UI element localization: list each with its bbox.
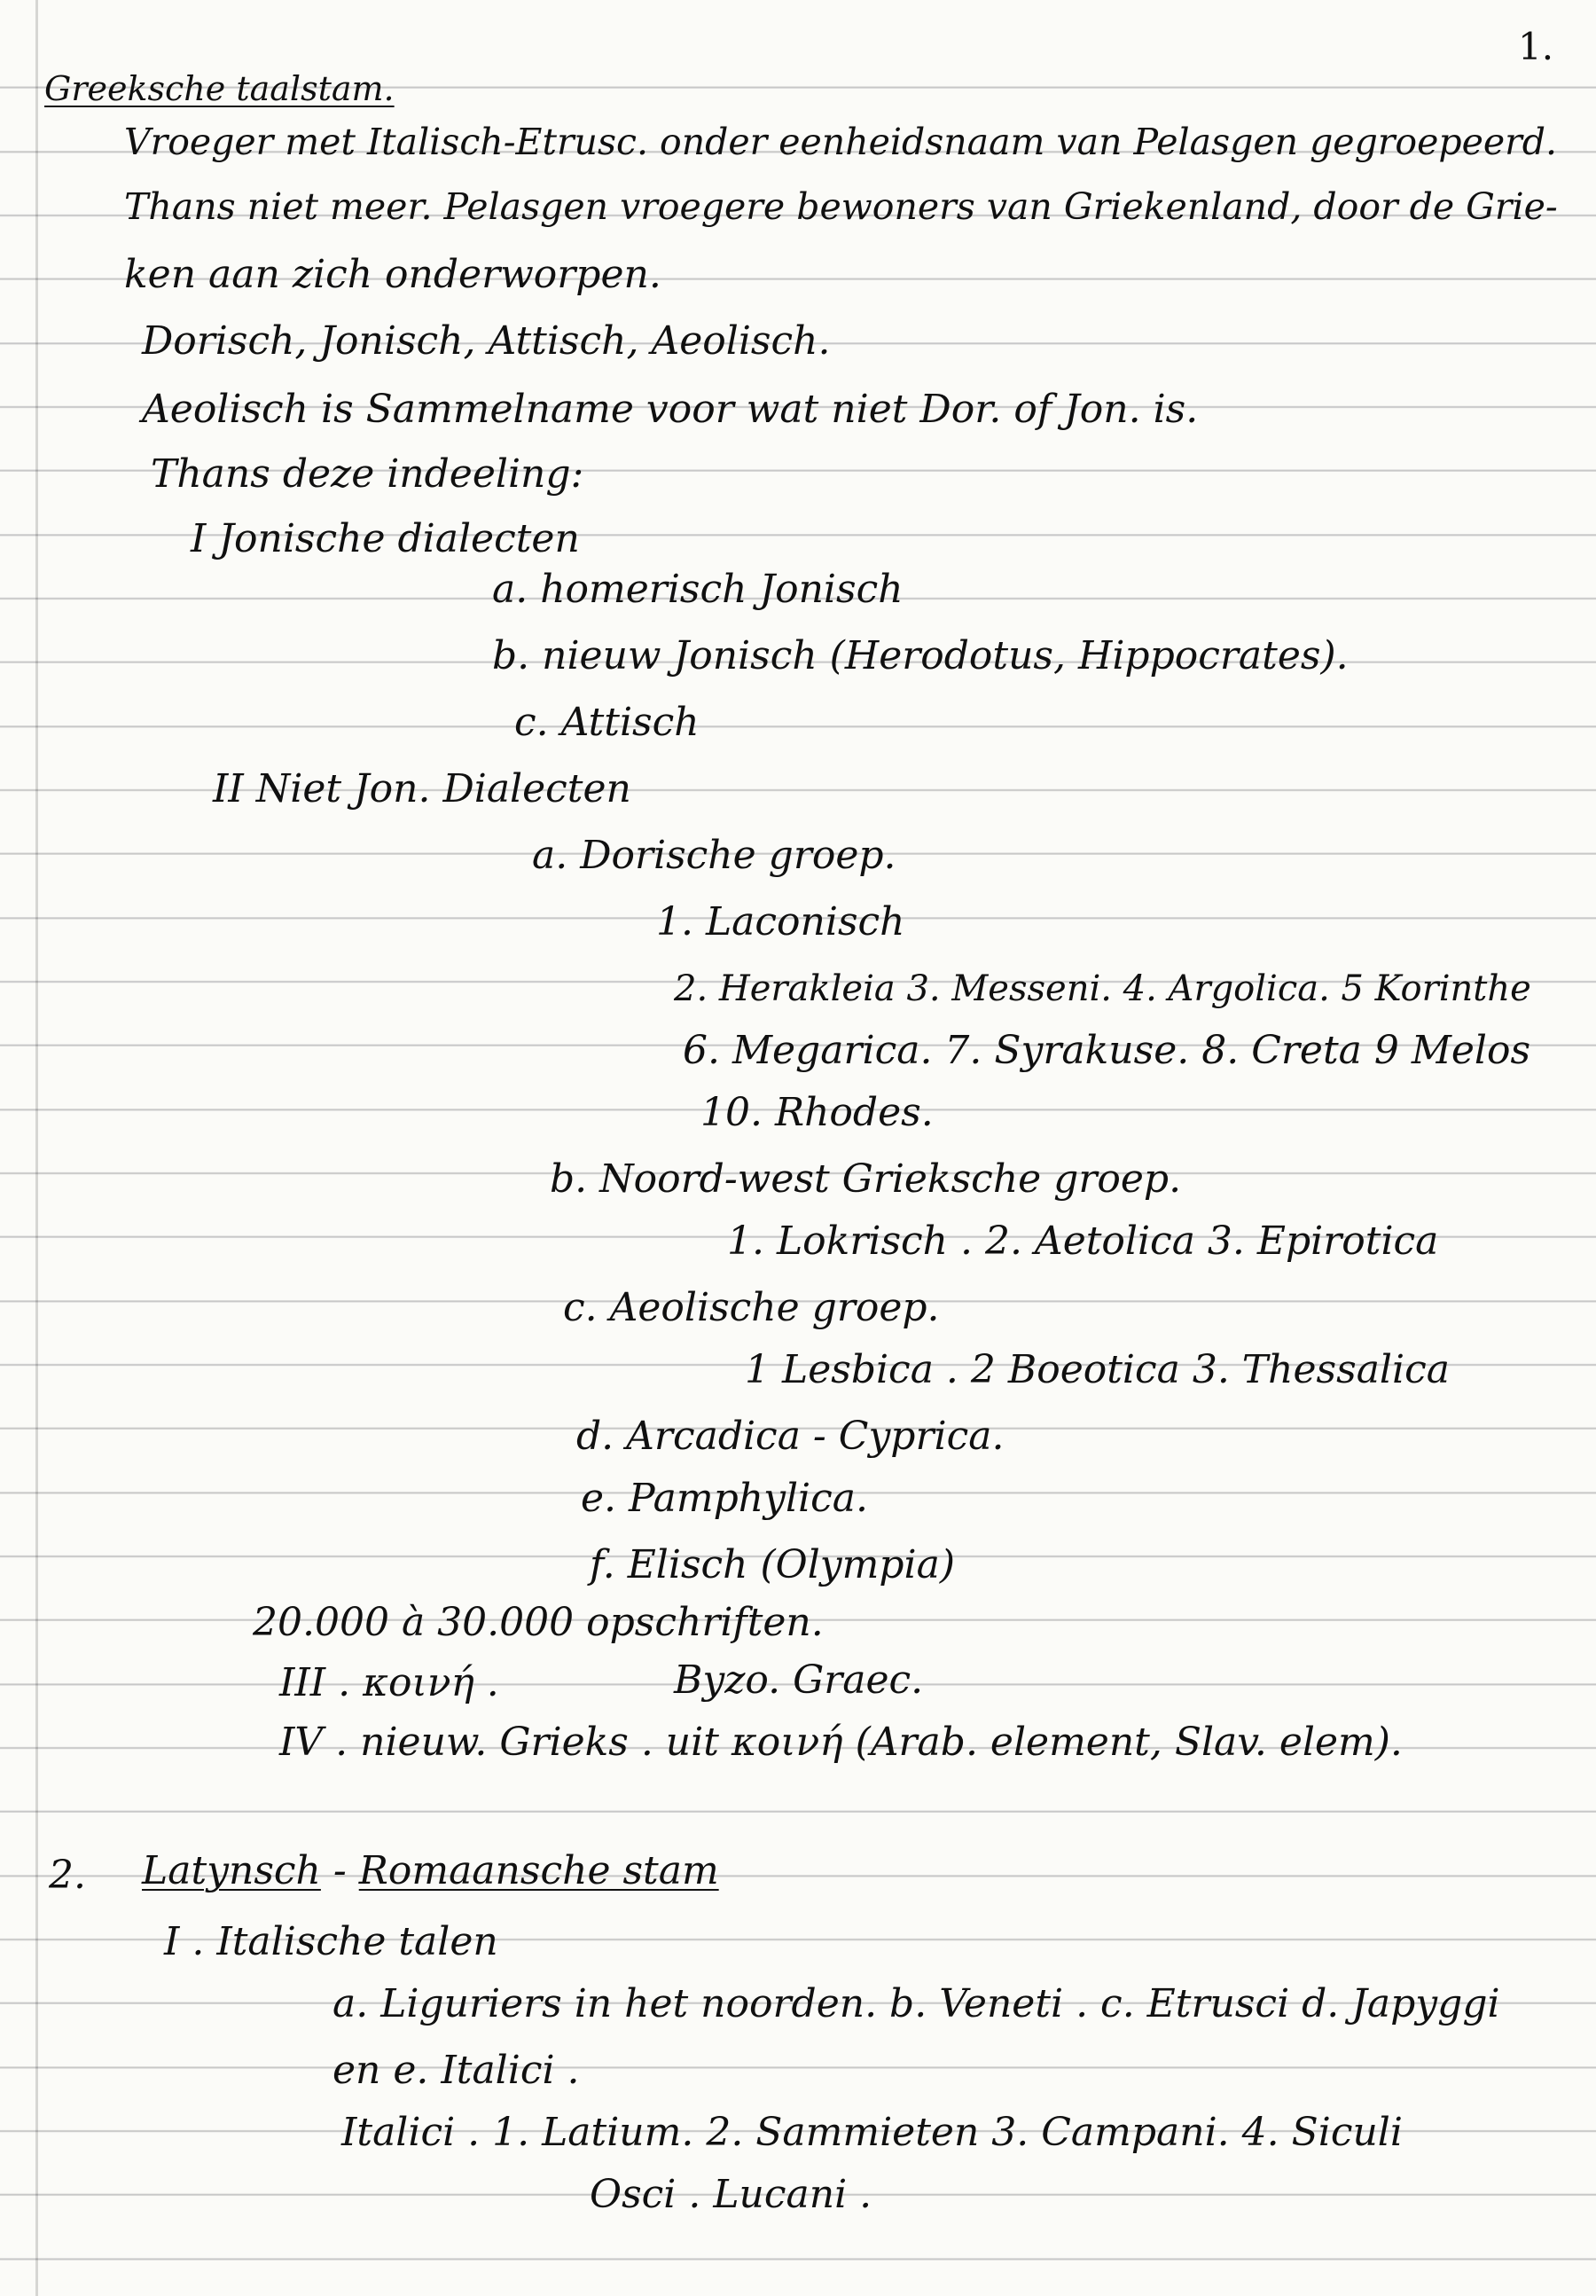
text-line: b. nieuw Jonisch (Herodotus, Hippocrates). — [492, 633, 1349, 678]
section-heading-greek: Greeksche taalstam. — [44, 69, 395, 108]
page-number: 1. — [1518, 25, 1554, 68]
text-line: II Niet Jon. Dialecten — [213, 766, 631, 811]
text-line: Italici . 1. Latium. 2. Sammieten 3. Campani. 4. Siculi — [341, 2110, 1403, 2155]
text-line: Aeolisch is Sammelname voor wat niet Dor. of Jon. is. — [142, 387, 1199, 432]
heading-latynsch: Latynsch — [142, 1848, 321, 1893]
text-line: e. Pamphylica. — [581, 1476, 868, 1521]
text-line: I Jonische dialecten — [191, 516, 580, 561]
text-line: en e. Italici . — [332, 2048, 580, 2093]
text-line: a. Dorische groep. — [532, 833, 896, 878]
text-line: c. Attisch — [514, 700, 700, 745]
text-line: III . κοινή . — [279, 1660, 499, 1705]
text-line: a. homerisch Jonisch — [492, 567, 904, 612]
text-line: ken aan zich onderworpen. — [124, 252, 661, 297]
text-line: 1. Laconisch — [656, 899, 905, 944]
text-line: 10. Rhodes. — [700, 1090, 934, 1135]
heading-separator: - — [320, 1848, 359, 1893]
text-line: Osci . Lucani . — [590, 2172, 872, 2217]
text-line: 20.000 à 30.000 opschriften. — [253, 1600, 824, 1645]
text-line: 2. Herakleia 3. Messeni. 4. Argolica. 5 Korinthe — [674, 968, 1531, 1009]
text-line: 1. Lokrisch . 2. Aetolica 3. Epirotica — [727, 1219, 1439, 1264]
text-line: I . Italische talen — [164, 1919, 498, 1964]
text-line: b. Noord-west Grieksche groep. — [550, 1156, 1182, 1202]
heading-romaansche: Romaansche — [358, 1848, 611, 1893]
text-line: Dorisch, Jonisch, Attisch, Aeolisch. — [142, 318, 831, 364]
text-line: Thans niet meer. Pelasgen vroegere bewoners van Griekenland, door de Grie- — [124, 185, 1558, 228]
text-line: Thans deze indeeling: — [151, 451, 584, 497]
heading-stam: stam — [610, 1848, 719, 1893]
text-line: 1 Lesbica . 2 Boeotica 3. Thessalica — [745, 1347, 1450, 1392]
text-line: Byzo. Graec. — [674, 1657, 924, 1703]
section-number: 2. — [49, 1853, 86, 1898]
text-line: IV . nieuw. Grieks . uit κοινή (Arab. element, Slav. elem). — [279, 1720, 1403, 1765]
text-line: d. Arcadica - Cyprica. — [576, 1414, 1005, 1459]
text-line: Vroeger met Italisch-Etrusc. onder eenheidsnaam van Pelasgen gegroepeerd. — [124, 121, 1558, 163]
section-heading-latin — [142, 1845, 719, 1898]
text-line: c. Aeolische groep. — [563, 1285, 940, 1330]
text-line: f. Elisch (Olympia) — [590, 1542, 956, 1587]
text-line: 6. Megarica. 7. Syrakuse. 8. Creta 9 Melos — [683, 1028, 1531, 1073]
text-line: a. Liguriers in het noorden. b. Veneti . c. Etrusci d. Japyggi — [332, 1981, 1500, 2026]
